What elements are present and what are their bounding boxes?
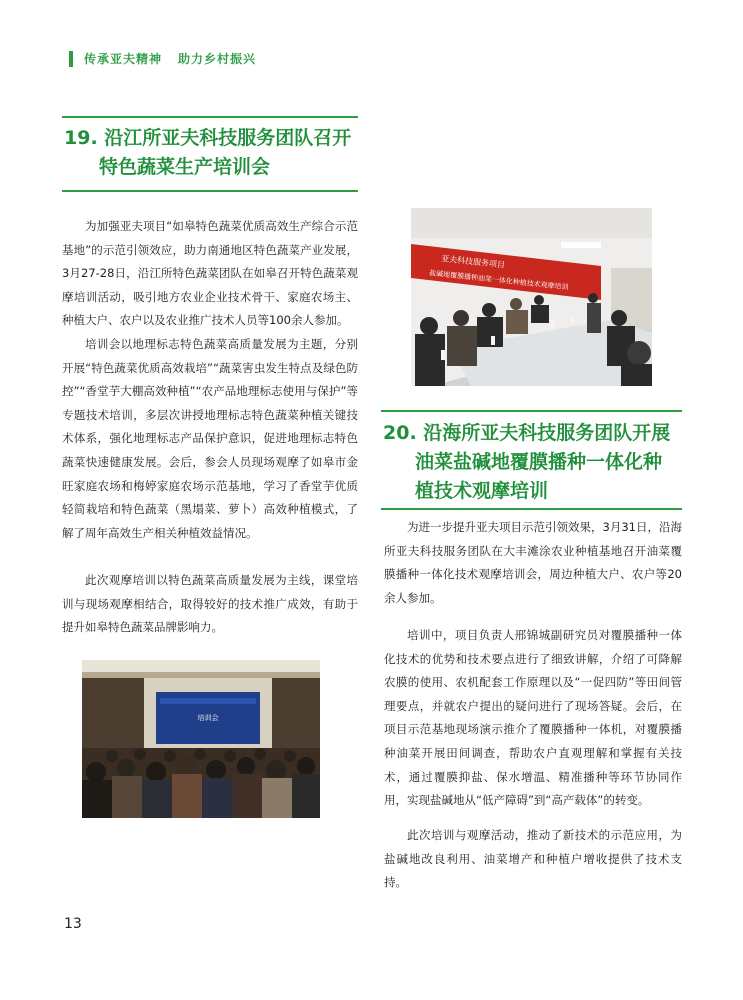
banner-text-2: 盐碱地覆膜播种油菜一体化种植技术观摩培训 <box>428 270 569 292</box>
section20-bottom-rule <box>381 508 682 510</box>
photo-field-training <box>411 208 652 386</box>
section19-paragraph-1: 为加强亚夫项目“如皋特色蔬菜优质高效生产综合示范基地”的示范引领效应，助力南通地区特色蔬菜产业发展，3月27-28日，沿江所特色蔬菜团队在如皋召开特色蔬菜观摩培训活动，吸引地方农业企业技术骨干、家庭农场主、种植大户、农户以及农业推广技术人员等100余人参加。 <box>62 219 358 328</box>
section19-paragraph-2: 培训会以地理标志特色蔬菜高质量发展为主题，分别开展“特色蔬菜优质高效栽培”“蔬菜害虫发生特点及绿色防控”“香堂芋大棚高效种植”“农产品地理标志使用与保护”等专题技术培训，多层次讲授地理标志特色蔬菜种植关键技术体系，强化地理标志产品保护意识，促进地理标志特色蔬菜快速健康发展。会后，参会人员现场观摩了如皋市金旺家庭农场和梅婷家庭农场示范基地，学习了香堂芋优质轻简栽培和特色蔬菜（黑塌菜、萝卜）高效种植模式，了解了周年高效生产相关种植效益情况。 <box>62 337 358 540</box>
section19-top-rule <box>62 116 358 118</box>
photo-lecture-hall-image <box>82 660 320 818</box>
section20-top-rule <box>381 410 682 412</box>
section19-title-line1: 19. 沿江所亚夫科技服务团队召开 <box>64 127 352 149</box>
section20-paragraph-2: 培训中，项目负责人邢锦城副研究员对覆膜播种一体化技术的优势和技术要点进行了细致讲解，介绍了可降解农膜的使用、农机配套工作原理以及“一促四防”等田间管理要点，并就农户提出的疑问进行了现场答疑。会后，在项目示范基地现场演示推介了覆膜播种一体机，对覆膜播种油菜开展田间调查，帮助农户直观理解和掌握有关技术，通过覆膜抑盐、保水增温、精准播种等环节协同作用，实现盐碱地从“低产障碍”到“高产载体”的转变。 <box>384 628 682 808</box>
section20-paragraph-3: 此次培训与观摩活动，推动了新技术的示范应用，为盐碱地改良利用、油菜增产和种植户增收提供了技术支持。 <box>384 828 682 890</box>
section20-title-line1: 20. 沿海所亚夫科技服务团队开展 <box>383 422 671 444</box>
section20-title-line2: 油菜盐碱地覆膜播种一体化种 <box>415 451 663 473</box>
header-accent-bar <box>69 51 73 67</box>
section19-title-line2: 特色蔬菜生产培训会 <box>99 156 271 178</box>
screen-text: 培训会 <box>197 715 219 722</box>
page-number: 13 <box>64 916 82 932</box>
banner-text-1: 亚夫科技服务项目 <box>440 254 506 270</box>
section19-bottom-rule <box>62 190 358 192</box>
photo-field-training-image <box>411 208 652 386</box>
running-header <box>84 50 256 67</box>
section19-paragraph-3: 此次观摩培训以特色蔬菜高质量发展为主线，课堂培训与现场观摩相结合，取得较好的技术推广成效，有助于提升如皋特色蔬菜品牌影响力。 <box>62 573 358 635</box>
header-slogan-2: 助力乡村振兴 <box>178 52 257 66</box>
header-slogan-1: 传承亚夫精神 <box>84 52 163 66</box>
section20-title-line3: 植技术观摩培训 <box>415 480 549 502</box>
section20-paragraph-1: 为进一步提升亚夫项目示范引领效果，3月31日，沿海所亚夫科技服务团队在大丰滩涂农业种植基地召开油菜覆膜播种一体化技术观摩培训会，周边种植大户、农户等20余人参加。 <box>384 520 682 605</box>
photo-lecture-hall <box>82 660 320 818</box>
